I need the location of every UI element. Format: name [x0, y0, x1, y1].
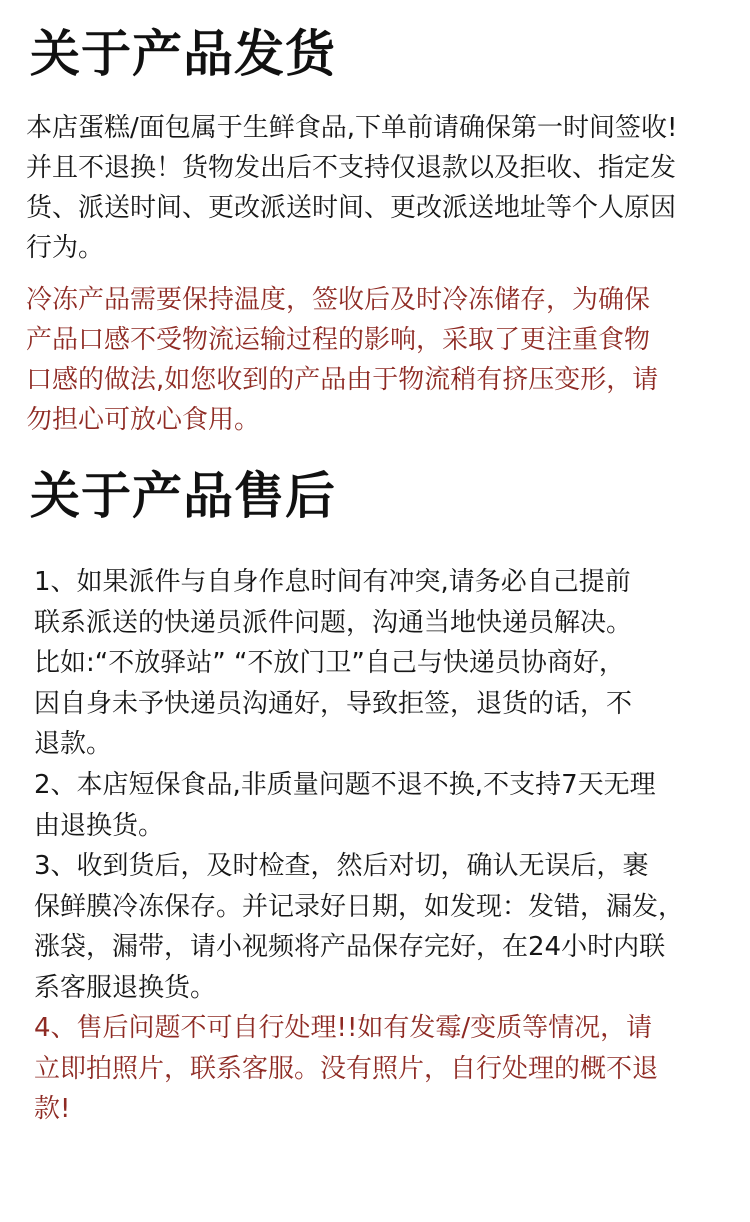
item-line: 保鲜膜冷冻保存。并记录好日期，如发现：发错，漏发，	[34, 891, 685, 922]
item-line: 因自身未予快递员沟通好，导致拒签，退货的话，不	[34, 688, 633, 719]
item-line: 涨袋，漏带，请小视频将产品保存完好，在24小时内联	[34, 932, 666, 963]
item-line: 立即拍照片，联系客服。没有照片，自行处理的概不退	[34, 1053, 659, 1084]
after-sales-item-1	[34, 562, 632, 765]
after-sales-item-3	[34, 846, 684, 1008]
cold-chain-line: 产品口感不受物流运输过程的影响，采取了更注重食物	[26, 325, 651, 355]
item-line: 2、本店短保食品,非质量问题不退不换,不支持7天无理	[34, 770, 656, 800]
item-line: 款!	[34, 1094, 71, 1125]
shipping-title: 关于产品发货	[30, 25, 336, 83]
item-line: 4、售后问题不可自行处理!!如有发霉/变质等情况，请	[34, 1013, 653, 1043]
shipping-notice-line: 货、派送时间、更改派送时间、更改派送地址等个人原因	[26, 193, 677, 223]
item-line: 联系派送的快递员派件问题，沟通当地快递员解决。	[34, 607, 633, 638]
item-line: 系客服退换货。	[34, 972, 217, 1003]
cold-chain-line: 冷冻产品需要保持温度，签收后及时冷冻储存，为确保	[26, 285, 651, 315]
cold-chain-notice	[26, 280, 658, 440]
after-sales-item-2	[34, 765, 656, 846]
cold-chain-line: 口感的做法,如您收到的产品由于物流稍有挤压变形，请	[26, 365, 659, 395]
item-line: 3、收到货后，及时检查，然后对切，确认无误后，裹	[34, 851, 649, 881]
item-line: 1、如果派件与自身作息时间有冲突,请务必自己提前	[34, 567, 631, 597]
item-line: 比如:“不放驿站” “不放门卫”自己与快递员协商好，	[34, 648, 625, 679]
shipping-notice-line: 本店蛋糕/面包属于生鲜食品,下单前请确保第一时间签收!	[26, 113, 678, 143]
shipping-notice	[26, 108, 677, 268]
shipping-notice-line: 并且不退换！货物发出后不支持仅退款以及拒收、指定发	[26, 153, 677, 183]
item-line: 退款。	[34, 729, 113, 760]
after-sales-title: 关于产品售后	[30, 467, 336, 525]
after-sales-item-4	[34, 1008, 658, 1130]
item-line: 由退换货。	[34, 810, 165, 841]
shipping-notice-line: 行为。	[26, 233, 105, 263]
cold-chain-line: 勿担心可放心食用。	[26, 405, 261, 435]
